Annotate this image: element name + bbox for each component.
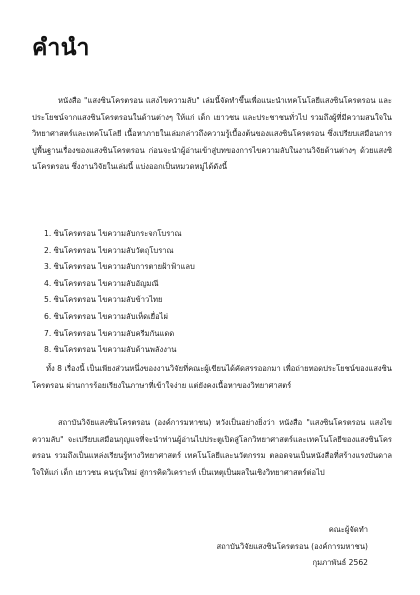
page-title: คำนำ: [32, 35, 90, 61]
list-item: 1. ซินโครตรอน ไขความลับกระจกโบราณ: [44, 229, 182, 238]
list-item: 5. ซินโครตรอน ไขความลับข้าวไทย: [44, 295, 163, 305]
summary-paragraph: ทั้ง 8 เรื่องนี้ เป็นเพียงส่วนหนึ่งของงานวิจัยที่คณะผู้เขียนได้คัดสรรออกมา เพื่อถ่ายทอดประโยชน์ของแสงซินโครตรอน ผ่านการร้อยเรียงในภาษาที่เข้าใจง่าย แต่ยังคงเนื้อหาของวิทยาศาสตร์: [32, 364, 392, 390]
list-item: 6. ซินโครตรอน ไขความลับเห็ดเยื่อไผ่: [44, 311, 168, 321]
list-item: 4. ซินโครตรอน ไขความลับอัญมณี: [44, 278, 159, 288]
intro-paragraph: หนังสือ "แสงซินโครตรอน แสงไขความลับ" เล่มนี้จัดทำขึ้นเพื่อแนะนำเทคโนโลยีแสงซินโครตรอน และประโยชน์จากแสงซินโครตรอนในด้านต่างๆ ให้แก่ เด็ก เยาวชน และประชาชนทั่วไป รวมถึงผู้ที่มีความสนใจในวิทยาศาสตร์และเทคโนโลยี เนื้อหาภายในเล่มกล่าวถึงความรู้เบื้องต้นของแสงซินโครตรอน ซึ่งเปรียบเสมือนการปูพื้นฐานเรื่องของแสงซินโครตรอน ก่อนจะนำผู้อ่านเข้าสู่บทของการไขความลับในงานวิจัยด้านต่างๆ ด้วยแสงซินโครตรอน ซึ่งงานวิจัยในเล่มนี้ แบ่งออกเป็นหมวดหมู่ได้ดังนี้: [32, 96, 392, 172]
signature-author: คณะผู้จัดทำ: [328, 525, 368, 534]
list-item: 8. ซินโครตรอน ไขความลับด้านพลังงาน: [44, 345, 177, 355]
list-item: 2. ซินโครตรอน ไขความลับวัตถุโบราณ: [44, 245, 174, 255]
signature-date: กุมภาพันธ์ 2562: [312, 558, 368, 568]
research-topic-list: [44, 226, 195, 359]
list-item: 7. ซินโครตรอน ไขความลับครีมกันแดด: [44, 328, 175, 338]
signature-institute: สถาบันวิจัยแสงซินโครตรอน (องค์การมหาชน): [216, 541, 368, 551]
signature-block: [216, 522, 368, 572]
list-item: 3. ซินโครตรอน ไขความลับการตายฝ้าฟ้าแลบ: [44, 262, 195, 272]
closing-paragraph: สถาบันวิจัยแสงซินโครตรอน (องค์การมหาชน) หวังเป็นอย่างยิ่งว่า หนังสือ "แสงซินโครตรอน แสงไขความลับ" จะเปรียบเสมือนกุญแจที่จะนำท่านผู้อ่านไปประตูเปิดสู่โลกวิทยาศาสตร์และเทคโนโลยีของแสงซินโครตรอน รวมถึงเป็นแหล่งเรียนรู้ทางวิทยาศาสตร์ เทคโนโลยีและนวัตกรรม ตลอดจนเป็นหนังสือที่สร้างแรงบันดาลใจให้แก่ เด็ก เยาวชน คนรุ่นใหม่ สู่การคิดวิเคราะห์ เป็นเหตุเป็นผลในเชิงวิทยาศาสตร์ต่อไป: [32, 418, 392, 477]
